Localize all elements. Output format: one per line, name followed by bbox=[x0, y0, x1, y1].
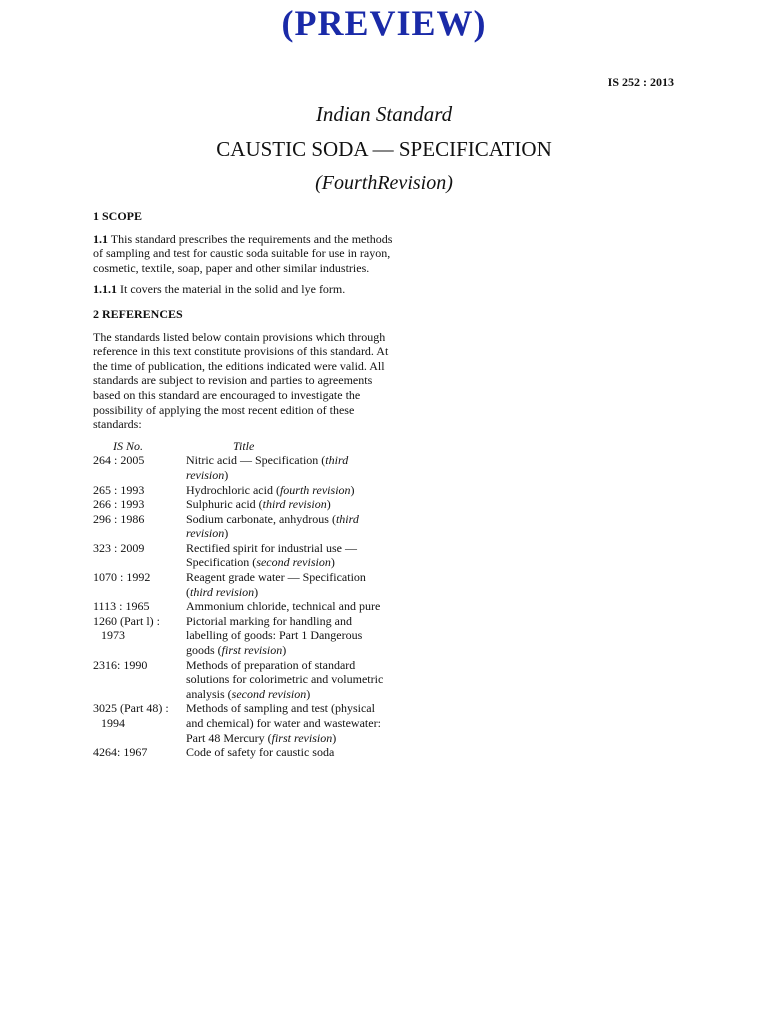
reference-title-text: Methods of sampling and test (physical and chemical) for water and wastewater: Part 48 Mercury ( bbox=[186, 701, 381, 745]
references-heading: 2 REFERENCES bbox=[93, 306, 183, 321]
scope-paragraph-2 bbox=[93, 282, 393, 297]
revision-label: (FourthRevision) bbox=[315, 172, 453, 194]
reference-title-text: Methods of preparation of standard solutions for colorimetric and volumetric analysis ( bbox=[186, 657, 384, 701]
revision-note: third revision bbox=[186, 511, 359, 541]
body-column bbox=[93, 209, 393, 760]
reference-title-text: Hydrochloric acid ( bbox=[186, 482, 280, 497]
reference-title bbox=[186, 497, 386, 512]
is-number-line: 296 : 1986 bbox=[93, 511, 145, 526]
reference-is-number bbox=[93, 599, 186, 614]
references-table-header bbox=[93, 439, 393, 454]
table-row bbox=[93, 658, 393, 702]
table-row bbox=[93, 512, 393, 541]
reference-is-number bbox=[93, 483, 186, 498]
table-row bbox=[93, 745, 393, 760]
table-row bbox=[93, 541, 393, 570]
document-title: CAUSTIC SODA — SPECIFICATION bbox=[216, 137, 552, 161]
document-subtitle: Indian Standard bbox=[315, 102, 453, 126]
is-number-line: 2316: 1990 bbox=[93, 657, 148, 672]
revision-close: ) bbox=[326, 497, 331, 512]
table-row bbox=[93, 497, 393, 512]
table-row bbox=[93, 614, 393, 658]
clause-text: It covers the material in the solid and lye form. bbox=[117, 282, 346, 297]
references-intro: The standards listed below contain provisions which through reference in this text constitute provisions of this standard. At the time of publication, the editions indicated were valid. All standards are subject to revision and parties to agreements based on this standard are encouraged to investigate the possibility of applying the most recent edition of these standards: bbox=[93, 329, 389, 432]
table-row bbox=[93, 570, 393, 599]
reference-title-text: Nitric acid — Specification ( bbox=[186, 453, 326, 468]
reference-title bbox=[186, 570, 386, 599]
revision-close: ) bbox=[332, 730, 337, 745]
revision-note: first revision bbox=[221, 643, 283, 658]
reference-title bbox=[186, 483, 386, 498]
revision-close: ) bbox=[330, 555, 335, 570]
clause-number: 1.1 bbox=[93, 231, 108, 246]
is-number-line: 1260 (Part l) : bbox=[93, 613, 160, 628]
reference-title bbox=[186, 614, 386, 658]
reference-title-text: Code of safety for caustic soda bbox=[186, 745, 335, 760]
reference-is-number bbox=[93, 512, 186, 541]
clause-number: 1.1.1 bbox=[93, 282, 117, 297]
revision-note: fourth revision bbox=[279, 482, 351, 497]
is-number-line: 323 : 2009 bbox=[93, 540, 145, 555]
is-number-line: 3025 (Part 48) : bbox=[93, 701, 169, 716]
reference-title-text: Sodium carbonate, anhydrous ( bbox=[186, 511, 336, 526]
standard-number: IS 252 : 2013 bbox=[607, 75, 674, 89]
is-number-line: 1113 : 1965 bbox=[93, 599, 150, 614]
revision-close: ) bbox=[224, 467, 229, 482]
reference-is-number bbox=[93, 658, 186, 702]
references-table-body bbox=[93, 453, 393, 759]
revision-note: third revision bbox=[262, 497, 327, 512]
scope-heading: 1 SCOPE bbox=[93, 209, 143, 223]
reference-is-number bbox=[93, 701, 186, 745]
revision-close: ) bbox=[254, 584, 259, 599]
revision-close: ) bbox=[350, 482, 355, 497]
reference-title bbox=[186, 512, 386, 541]
scope-paragraph-1 bbox=[93, 232, 393, 276]
reference-is-number bbox=[93, 614, 186, 658]
revision-close: ) bbox=[282, 643, 287, 658]
is-number-line: 264 : 2005 bbox=[93, 453, 145, 468]
reference-title bbox=[186, 745, 386, 760]
reference-is-number bbox=[93, 570, 186, 599]
reference-is-number bbox=[93, 745, 186, 760]
revision-note: second revision bbox=[256, 555, 331, 570]
reference-title bbox=[186, 599, 386, 614]
reference-title-text: Sulphuric acid ( bbox=[186, 497, 263, 512]
preview-banner: (PREVIEW) bbox=[281, 3, 487, 43]
is-number-line: 1070 : 1992 bbox=[93, 570, 151, 585]
reference-is-number bbox=[93, 541, 186, 570]
clause-text: This standard prescribes the requirements and the methods of sampling and test for caustic soda suitable for use in rayon, cosmetic, textile, soap, paper and other similar industries. bbox=[93, 231, 393, 275]
reference-title bbox=[186, 658, 386, 702]
table-row bbox=[93, 599, 393, 614]
reference-title-text: Reagent grade water — Specification ( bbox=[186, 570, 366, 599]
revision-close: ) bbox=[306, 686, 311, 701]
reference-is-number bbox=[93, 453, 186, 482]
reference-title bbox=[186, 541, 386, 570]
is-number-line: 265 : 1993 bbox=[93, 482, 145, 497]
reference-is-number bbox=[93, 497, 186, 512]
table-row bbox=[93, 701, 393, 745]
reference-title bbox=[186, 701, 386, 745]
revision-close: ) bbox=[224, 526, 229, 541]
is-number-year: 1973 bbox=[101, 628, 125, 643]
is-number-year: 1994 bbox=[101, 716, 125, 730]
is-number-line: 4264: 1967 bbox=[93, 745, 148, 760]
revision-note: first revision bbox=[271, 730, 333, 745]
reference-title-text: Pictorial marking for handling and labelling of goods: Part 1 Dangerous goods ( bbox=[186, 613, 363, 658]
revision-note: second revision bbox=[231, 686, 307, 701]
revision-note: third revision bbox=[186, 453, 349, 482]
column-header-title: Title bbox=[233, 438, 255, 453]
reference-title-text: Ammonium chloride, technical and pure bbox=[186, 599, 381, 614]
table-row bbox=[93, 483, 393, 498]
reference-title bbox=[186, 453, 386, 482]
revision-note: third revision bbox=[190, 584, 255, 599]
column-header-is-no: IS No. bbox=[113, 438, 143, 453]
reference-title-text: Rectified spirit for industrial use — Specification ( bbox=[186, 540, 357, 570]
table-row bbox=[93, 453, 393, 482]
is-number-line: 266 : 1993 bbox=[93, 497, 145, 512]
